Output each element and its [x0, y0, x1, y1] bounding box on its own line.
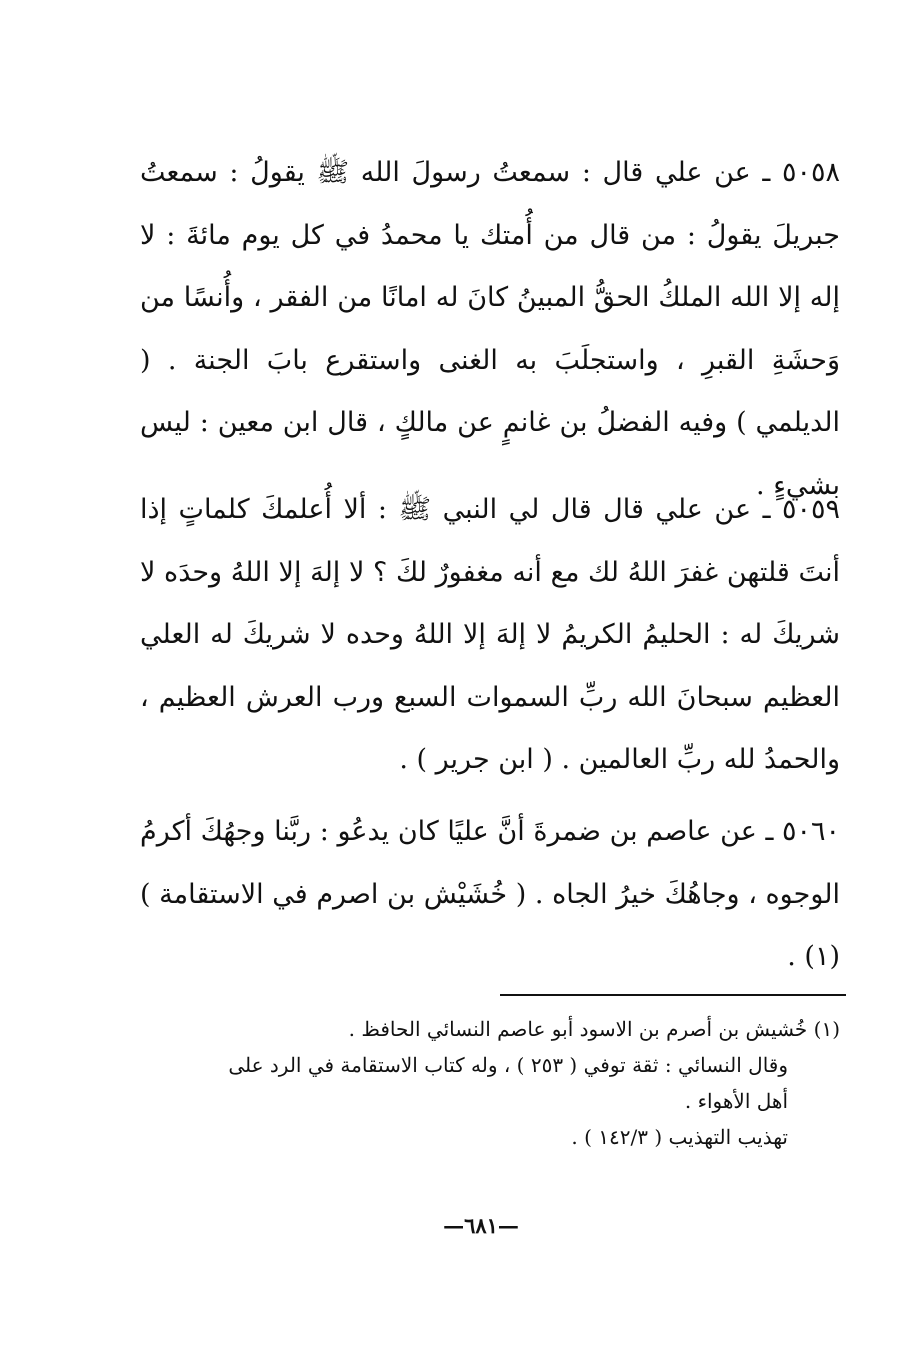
footnote-line: أهل الأهواء . [684, 1089, 788, 1113]
footnote-divider [500, 994, 846, 996]
page-number: —٦٨١— [443, 1213, 519, 1238]
hadith-paragraph-5058: ٥٠٥٨ ـ عن علي قال : سمعتُ رسولَ الله ﷺ يقولُ : سمعتُ جبريلَ يقولُ : من قال من أُمتك يا محمدُ في كل يوم مائةَ : لا إله إلا الله الملكُ الحقُّ المبينُ كانَ له امانًا من الفقر ، وأُنسًا من وَحشَةِ القبرِ ، واستجلَبَ به الغنى واستقرع بابَ الجنة . ( الديلمي ) وفيه الفضلُ بن غانمٍ عن مالكٍ ، قال ابن معين : ليس بشيءٍ . [140, 157, 840, 501]
footnote-line: وقال النسائي : ثقة توفي ( ٢٥٣ ) ، وله كتاب الاستقامة في الرد على [228, 1053, 788, 1077]
footnotes-section [130, 1011, 840, 1155]
hadith-paragraph-5060: ٥٠٦٠ ـ عن عاصم بن ضمرةَ أنَّ عليًا كان يدعُو : ربَّنا وجهُكَ أكرمُ الوجوه ، وجاهُكَ خيرُ الجاه . ( خُشَيْش بن اصرم في الاستقامة ) (١) . [140, 816, 840, 972]
footnote-line: تهذيب التهذيب ( ١٤٢/٣ ) . [571, 1125, 788, 1149]
hadith-paragraph-5059: ٥٠٥٩ ـ عن علي قال قال لي النبي ﷺ : ألا أُعلمكَ كلماتٍ إذا أنتَ قلتهن غفرَ اللهُ لك مع أنه مغفورٌ لكَ ؟ لا إلهَ إلا اللهُ وحدَه لا شريكَ له : الحليمُ الكريمُ لا إلهَ إلا اللهُ وحده لا شريكَ له العلي العظيم سبحانَ الله ربِّ السموات السبع ورب العرش العظيم ، والحمدُ لله ربِّ العالمين . ( ابن جرير ) . [140, 494, 841, 775]
footnote-line: (١) خُشيش بن أصرم بن الاسود أبو عاصم النسائي الحافظ . [348, 1017, 840, 1041]
